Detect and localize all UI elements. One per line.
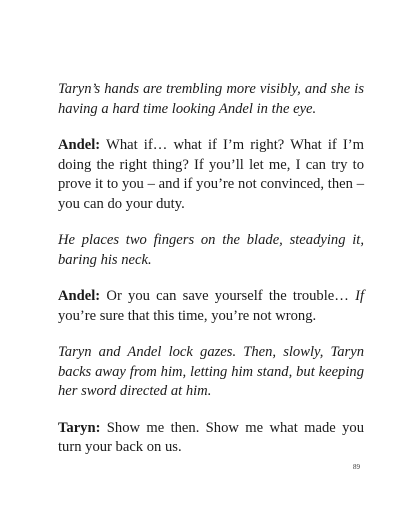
speaker-name: Andel: <box>58 288 101 304</box>
dialogue-text: Show me then. Show me what made you turn your back on us. <box>58 419 364 455</box>
dialogue-emphasis: If <box>355 288 364 304</box>
dialogue-text: What if… what if I’m right? What if I’m doing the right thing? If you’ll let me, I can try to prove it to you – and if you’re not convinced, then – you can do your duty. <box>58 137 364 212</box>
dialogue-text: you’re sure that this time, you’re not wrong. <box>58 307 317 324</box>
speaker-name: Andel: <box>58 137 101 153</box>
dialogue-text: Or you can save yourself the trouble… <box>100 288 356 304</box>
stage-direction-3: Taryn and Andel lock gazes. Then, slowly, Taryn backs away from him, letting him stand, but keeping her sword directed at him. <box>58 344 364 399</box>
dialogue-andel-2 <box>58 287 364 326</box>
stage-direction-2: He places two fingers on the blade, steadying it, baring his neck. <box>58 232 364 268</box>
speaker-name: Taryn: <box>58 419 101 436</box>
dialogue-andel-1 <box>58 136 364 214</box>
dialogue-taryn-1 <box>58 419 364 458</box>
page-body <box>58 80 364 475</box>
stage-direction-1: Taryn’s hands are trembling more visibly, and she is having a hard time looking Andel in the eye. <box>58 81 364 117</box>
page-number: 89 <box>353 463 360 471</box>
